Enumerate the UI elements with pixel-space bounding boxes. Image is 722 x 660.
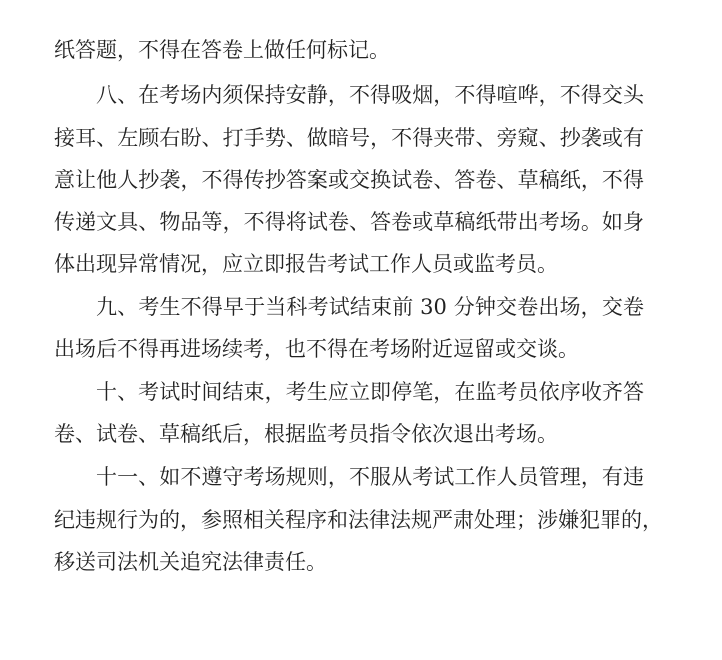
paragraph-continuation-line-1: 纸答题，不得在答卷上做任何标记。 <box>54 38 390 62</box>
rule-11-line-3: 移送司法机关追究法律责任。 <box>54 550 327 574</box>
rule-9-line-1: 九、考生不得早于当科考试结束前 30 分钟交卷出场，交卷 <box>96 295 644 319</box>
rule-11-line-1: 十一、如不遵守考场规则，不服从考试工作人员管理，有违 <box>96 465 644 489</box>
rule-8-line-1: 八、在考场内须保持安静，不得吸烟，不得喧哗，不得交头 <box>96 83 644 107</box>
rule-8-line-2: 接耳、左顾右盼、打手势、做暗号，不得夹带、旁窥、抄袭或有 <box>54 126 644 150</box>
rule-8-line-5: 体出现异常情况，应立即报告考试工作人员或监考员。 <box>54 252 558 276</box>
rule-8-line-4: 传递文具、物品等，不得将试卷、答卷或草稿纸带出考场。如身 <box>54 210 644 234</box>
rule-10-line-2: 卷、试卷、草稿纸后，根据监考员指令依次退出考场。 <box>54 422 558 446</box>
rule-9-line-2: 出场后不得再进场续考，也不得在考场附近逗留或交谈。 <box>54 337 579 361</box>
rule-10-line-1: 十、考试时间结束，考生应立即停笔，在监考员依序收齐答 <box>96 380 644 404</box>
rule-11-line-2: 纪违规行为的，参照相关程序和法律法规严肃处理；涉嫌犯罪的， <box>54 508 663 532</box>
rule-8-line-3: 意让他人抄袭，不得传抄答案或交换试卷、答卷、草稿纸，不得 <box>54 168 644 192</box>
